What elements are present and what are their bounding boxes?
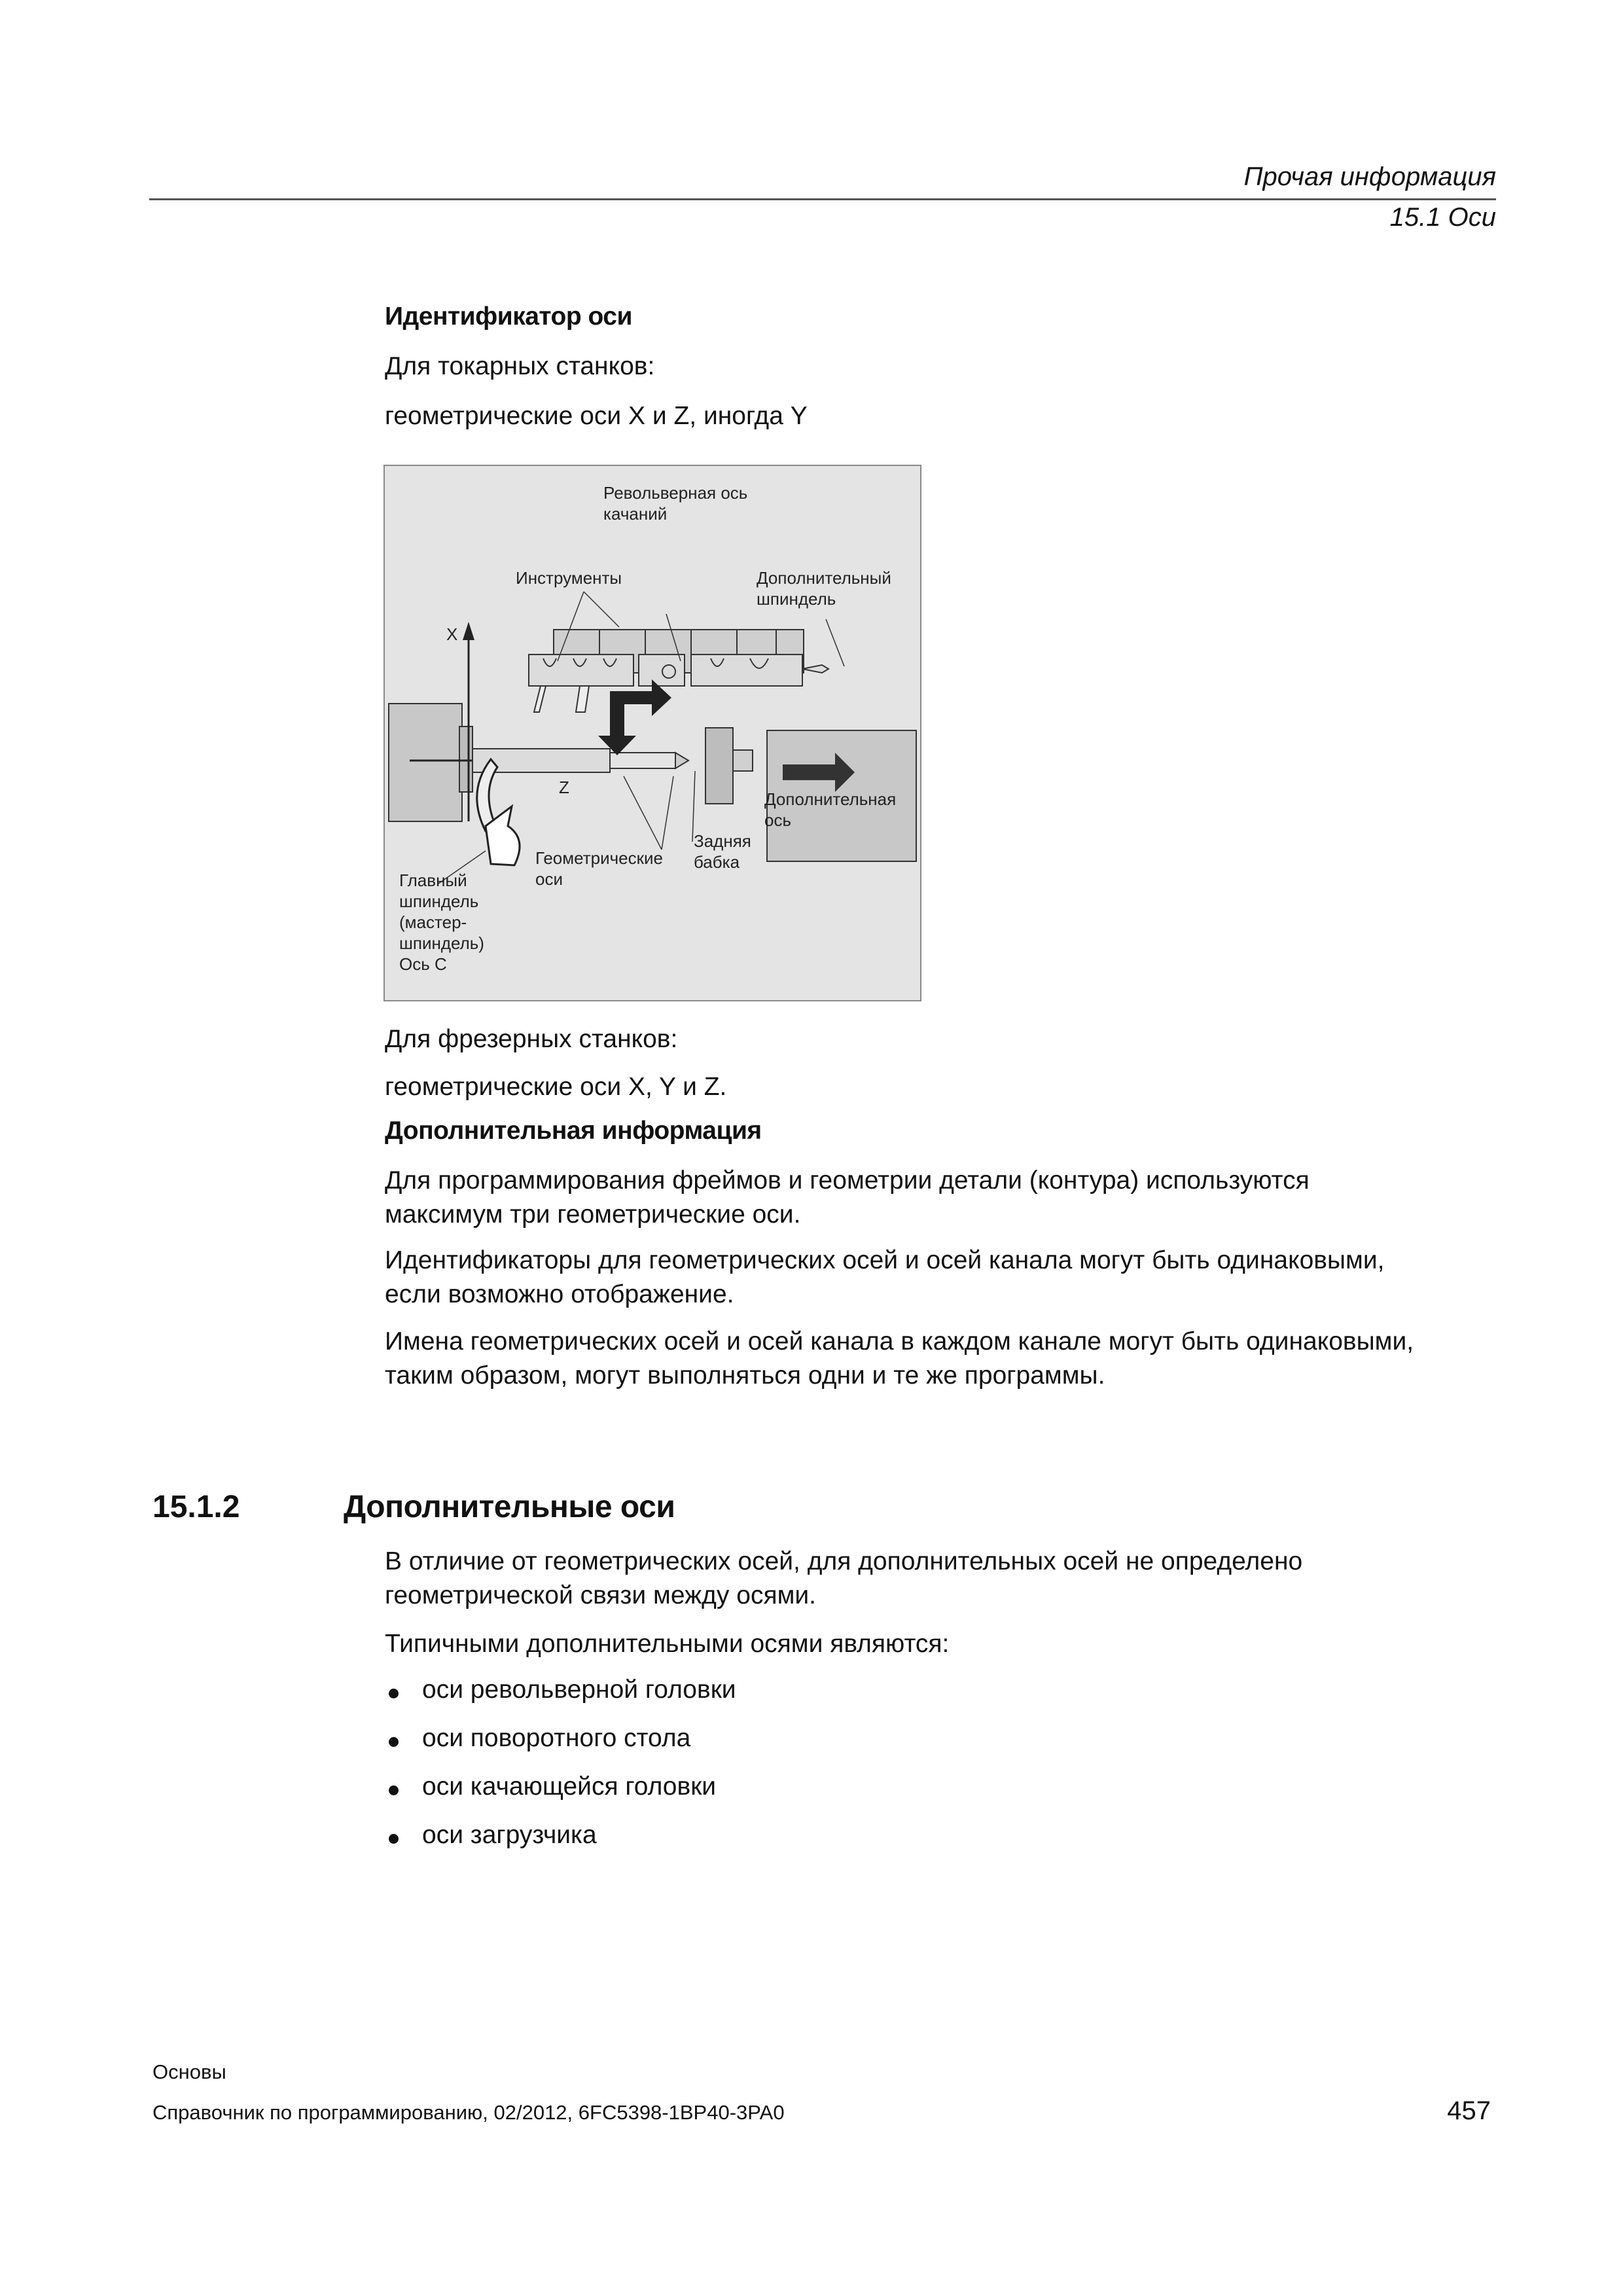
more-info-p1-line2: максимум три геометрические оси. <box>385 1200 801 1229</box>
lathe-axes-figure <box>383 465 921 1001</box>
bullet-dot <box>389 1785 399 1795</box>
more-info-heading: Дополнительная информация <box>385 1117 762 1145</box>
chuck <box>459 726 473 792</box>
label-tailstock-2: бабка <box>694 852 740 872</box>
label-revolver-axis-1: Револьверная ось <box>603 483 748 503</box>
mill-axes: геометрические оси X, Y и Z. <box>385 1073 727 1101</box>
label-main-spindle-3: (мастер- <box>399 912 467 932</box>
tool-holder-2 <box>639 655 685 686</box>
tool-holder-1 <box>529 655 633 686</box>
section-breadcrumb: 15.1 Оси <box>1389 203 1496 232</box>
footer-line2: Справочник по программированию, 02/2012, 6FC5398-1BP40-3PA0 <box>152 2101 785 2124</box>
more-info-p2-line2: если возможно отображение. <box>385 1280 734 1308</box>
section-title: Дополнительные оси <box>344 1490 675 1524</box>
header-rule <box>149 198 1496 200</box>
bullet-item-revolver: оси револьверной головки <box>422 1676 736 1704</box>
mill-intro: Для фрезерных станков: <box>385 1025 678 1053</box>
label-tailstock-1: Задняя <box>694 831 751 851</box>
more-info-p2-line1: Идентификаторы для геометрических осей и осей канала могут быть одинаковыми, <box>385 1246 1385 1274</box>
label-axis-z: Z <box>559 778 569 797</box>
label-geom-axes-1: Геометрические <box>535 848 663 868</box>
label-axis-x: X <box>446 624 458 644</box>
label-revolver-axis-2: качаний <box>603 504 668 524</box>
lathe-axes: геометрические оси X и Z, иногда Y <box>385 402 808 430</box>
section-number: 15.1.2 <box>152 1490 240 1524</box>
page-number: 457 <box>1447 2096 1491 2125</box>
axis-id-heading: Идентификатор оси <box>385 302 632 331</box>
label-geom-axes-2: оси <box>535 869 563 889</box>
bullet-item-loader: оси загрузчика <box>422 1821 597 1849</box>
section-p2: Типичными дополнительными осями являются: <box>385 1630 950 1658</box>
bullet-dot <box>389 1689 399 1698</box>
bullet-item-swivel-head: оси качающейся головки <box>422 1772 717 1801</box>
label-add-axis-1: Дополнительная <box>764 789 897 809</box>
tool-holder-3 <box>691 655 802 686</box>
label-add-spindle-2: шпиндель <box>757 589 836 609</box>
tailstock <box>705 728 733 804</box>
label-main-spindle-5: Ось C <box>399 954 447 974</box>
section-p1-line1: В отличие от геометрических осей, для дополнительных осей не определено <box>385 1547 1303 1575</box>
label-add-axis-2: ось <box>764 810 792 830</box>
chapter-title: Прочая информация <box>1243 162 1496 191</box>
main-spindle-block <box>389 704 462 821</box>
bullet-item-rotary-table: оси поворотного стола <box>422 1724 691 1752</box>
label-main-spindle-4: шпиндель) <box>399 933 484 953</box>
more-info-p3-line1: Имена геометрических осей и осей канала в каждом канале могут быть одинаковыми, <box>385 1327 1414 1355</box>
label-main-spindle-2: шпиндель <box>399 891 479 911</box>
more-info-p3-line2: таким образом, могут выполняться одни и те же программы. <box>385 1361 1105 1390</box>
section-p1-line2: геометрической связи между осями. <box>385 1581 817 1609</box>
label-add-spindle-1: Дополнительный <box>757 568 891 588</box>
bullet-dot <box>389 1737 399 1747</box>
lathe-intro: Для токарных станков: <box>385 352 655 380</box>
label-main-spindle-1: Главный <box>399 870 467 890</box>
bullet-dot <box>389 1834 399 1844</box>
label-tools: Инструменты <box>516 568 622 588</box>
footer-line1: Основы <box>152 2060 226 2083</box>
more-info-p1-line1: Для программирования фреймов и геометрии детали (контура) используются <box>385 1166 1310 1194</box>
